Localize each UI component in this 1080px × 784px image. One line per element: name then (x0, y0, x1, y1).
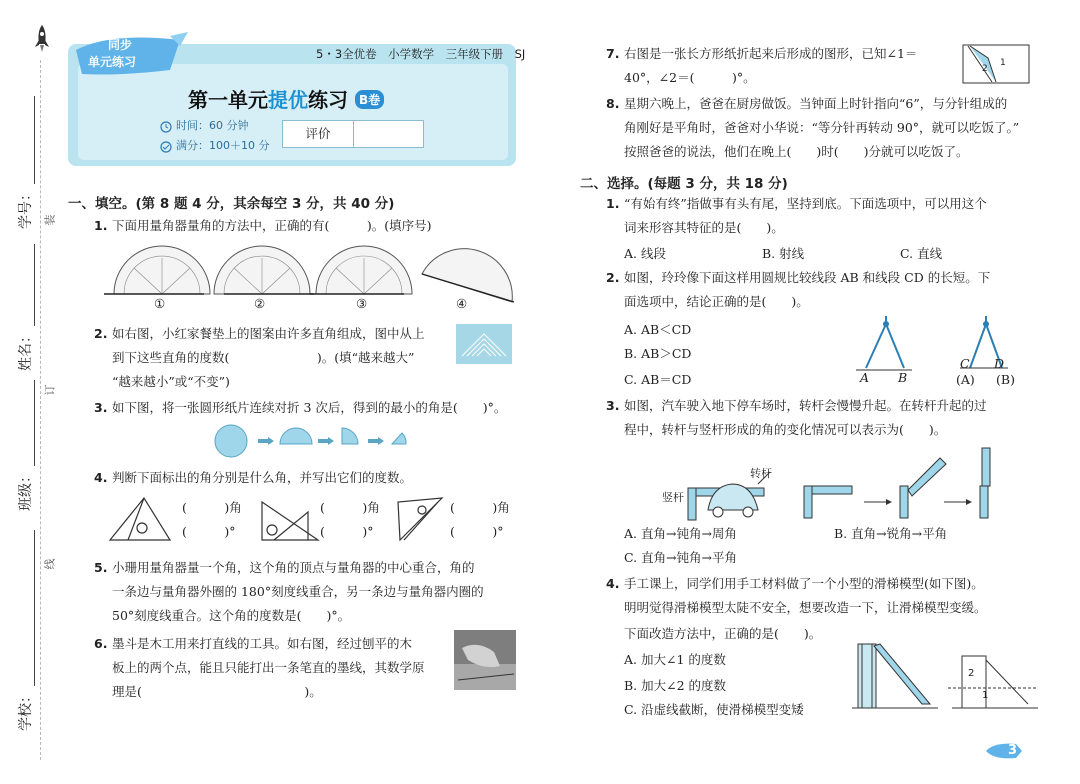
q5-line2: 一条边与量角器外圈的 180°刻度线重合，另一条边与量角器内圈的 (112, 584, 484, 599)
c1-option-b[interactable]: B. 射线 (762, 246, 805, 261)
q2-placemat-figure (456, 324, 512, 368)
series-label: 5・3全优卷 小学数学 三年级下册 SJ (316, 47, 526, 61)
page-title (188, 84, 384, 113)
q8-number: 8. (606, 96, 620, 111)
cutmark-ding: 订 (43, 384, 57, 396)
c3-pole-label: 竖杆 (662, 491, 684, 504)
c3-option-b[interactable]: B. 直角→锐角→平角 (834, 526, 948, 541)
q4-blank-1b: ( )° (182, 524, 236, 539)
school-field[interactable] (34, 530, 35, 686)
q8-line1: 星期六晚上，爸爸在厨房做饭。当钟面上时针指向“6”，与分针组成的 (624, 96, 1008, 111)
rating-label: 评价 (283, 121, 354, 147)
c4-number: 4. (606, 576, 620, 591)
check-icon (160, 138, 172, 157)
q5-number: 5. (94, 560, 108, 575)
school-label: 学校： (18, 689, 34, 731)
q4-blank-2a: ( )角 (320, 500, 380, 515)
q4-blank-3b: ( )° (450, 524, 504, 539)
q5-line1: 小珊用量角器量一个角，这个角的顶点与量角器的中心重合，角的 (112, 560, 475, 575)
q2-number: 2. (94, 326, 108, 341)
rating-value-field[interactable] (354, 121, 422, 147)
full-score: 满分：100＋10 分 (176, 139, 270, 152)
c4-angle-label-2: 2 (968, 668, 975, 679)
c4-slide-figure (852, 636, 1038, 720)
section2-heading: 二、选择。(每题 3 分，共 18 分) (580, 176, 788, 192)
c2-option-b[interactable]: B. AB＞CD (624, 346, 692, 361)
student-id-label: 学号： (18, 187, 34, 229)
rating-box (282, 120, 424, 148)
c1-option-c[interactable]: C. 直线 (900, 246, 943, 261)
c2-label-b: B (898, 370, 908, 385)
rocket-icon (34, 24, 50, 58)
c3-line2: 程中，转杆与竖杆形成的角的变化情况可以表示为( )。 (624, 422, 947, 437)
student-id-field[interactable] (34, 96, 35, 184)
c4-line3: 下面改造方法中，正确的是( )。 (624, 626, 822, 641)
variant-badge: B卷 (355, 90, 384, 109)
c2-option-a[interactable]: A. AB＜CD (624, 322, 692, 337)
c2-compass-figure (852, 312, 1032, 378)
q7-line1: 右图是一张长方形纸折起来后形成的图形，已知∠1＝ (624, 46, 918, 61)
page-number-badge (984, 742, 1024, 764)
c3-option-a[interactable]: A. 直角→钝角→周角 (624, 526, 737, 541)
page-title-part1: 第一单元 (188, 88, 268, 112)
c1-number: 1. (606, 196, 620, 211)
cutmark-xian: 线 (43, 558, 57, 570)
section1-heading: 一、填空。(第 8 题 4 分，其余每空 3 分，共 40 分) (68, 196, 395, 212)
q2-line3: “越来越小”或“不变”) (112, 374, 230, 389)
q3-text: 如下图，将一张圆形纸片连续对折 3 次后，得到的最小的角是( )°。 (112, 400, 507, 415)
q1-text: 下面用量角器量角的方法中，正确的有( )。(填序号) (112, 218, 432, 233)
c1-option-a[interactable]: A. 线段 (624, 246, 666, 261)
q7-angle-label-2: 2 (982, 64, 988, 74)
c2-caption-b: (B) (996, 372, 1015, 387)
q3-number: 3. (94, 400, 108, 415)
q4-text: 判断下面标出的角分别是什么角，并写出它们的度数。 (112, 470, 413, 485)
q5-line3: 50°刻度线重合。这个角的度数是( )°。 (112, 608, 351, 623)
c4-line1: 手工课上，同学们用手工材料做了一个小型的滑梯模型(如下图)。 (624, 576, 984, 591)
q1-number: 1. (94, 218, 108, 233)
q4-blank-2b: ( )° (320, 524, 374, 539)
c1-line2: 词来形容其特征的是( )。 (624, 220, 784, 235)
q6-ink-line-photo (454, 630, 516, 694)
badge-line1: 同步 (108, 38, 133, 52)
c4-angle-label-1: 1 (982, 690, 989, 701)
c2-line2: 面选项中，结论正确的是( )。 (624, 294, 809, 309)
q7-folded-paper-figure (962, 44, 1030, 88)
clock-icon (160, 118, 172, 137)
q1-option-1: ① (154, 296, 166, 311)
c3-barrier-figure (662, 444, 1002, 528)
name-field[interactable] (34, 244, 35, 326)
q1-option-4: ④ (456, 296, 468, 311)
c2-label-d: D (994, 356, 1005, 371)
q3-folding-figure (214, 424, 414, 464)
q2-line2: 到下这些直角的度数( )。(填“越来越大” (112, 350, 415, 365)
binding-dashed-line (40, 60, 41, 760)
q2-line1: 如右图，小红家餐垫上的图案由许多直角组成，图中从上 (112, 326, 425, 341)
c3-number: 3. (606, 398, 620, 413)
c3-option-c[interactable]: C. 直角→钝角→平角 (624, 550, 738, 565)
c4-option-c[interactable]: C. 沿虚线截断，使滑梯模型变矮 (624, 702, 804, 717)
c2-option-c[interactable]: C. AB＝CD (624, 372, 692, 387)
time-limit: 时间：60 分钟 (176, 119, 249, 132)
q6-line2: 板上的两个点，能且只能打出一条笔直的墨线，其数学原 (112, 660, 425, 675)
c2-caption-a: (A) (956, 372, 975, 387)
class-label: 班级： (18, 469, 34, 511)
cutmark-zhuang: 装 (43, 214, 57, 226)
c2-line1: 如图，玲玲像下面这样用圆规比较线段 AB 和线段 CD 的长短。下 (624, 270, 991, 285)
page-title-part2: 提优 (268, 88, 308, 112)
badge-line2: 单元练习 (88, 55, 137, 69)
c4-option-b[interactable]: B. 加大∠2 的度数 (624, 678, 727, 693)
q6-line3: 理是( )。 (112, 684, 322, 699)
q6-number: 6. (94, 636, 108, 651)
q1-option-3: ③ (356, 296, 368, 311)
q1-option-2: ② (254, 296, 266, 311)
name-label: 姓名： (18, 329, 34, 371)
c4-option-a[interactable]: A. 加大∠1 的度数 (624, 652, 726, 667)
c3-bar-label: 转杆 (750, 467, 772, 480)
q4-blank-1a: ( )角 (182, 500, 242, 515)
q6-line1: 墨斗是木工用来打直线的工具。如右图，经过刨平的木 (112, 636, 413, 651)
c3-line1: 如图，汽车驶入地下停车场时，转杆会慢慢升起。在转杆升起的过 (624, 398, 987, 413)
q4-set-square-figures (108, 494, 448, 550)
q4-blank-3a: ( )角 (450, 500, 510, 515)
c1-line1: “有始有终”指做事有头有尾，坚持到底。下面选项中，可以用这个 (624, 196, 987, 211)
q7-number: 7. (606, 46, 620, 61)
c2-number: 2. (606, 270, 620, 285)
q8-line2: 角刚好是平角时，爸爸对小华说：“等分针再转动 90°，就可以吃饭了。” (624, 120, 1020, 135)
q4-number: 4. (94, 470, 108, 485)
page-title-part3: 练习 (308, 88, 348, 112)
q7-line2: 40°，∠2＝( )°。 (624, 70, 756, 85)
c2-label-c: C (960, 356, 970, 371)
q8-line3: 按照爸爸的说法，他们在晚上( )时( )分就可以吃饭了。 (624, 144, 969, 159)
c4-line2: 明明觉得滑梯模型太陡不安全，想要改造一下，让滑梯模型变缓。 (624, 600, 987, 615)
c2-label-a: A (860, 370, 870, 385)
page-number: 3 (1008, 743, 1018, 758)
class-field[interactable] (34, 380, 35, 466)
q7-angle-label-1: 1 (1000, 58, 1006, 68)
